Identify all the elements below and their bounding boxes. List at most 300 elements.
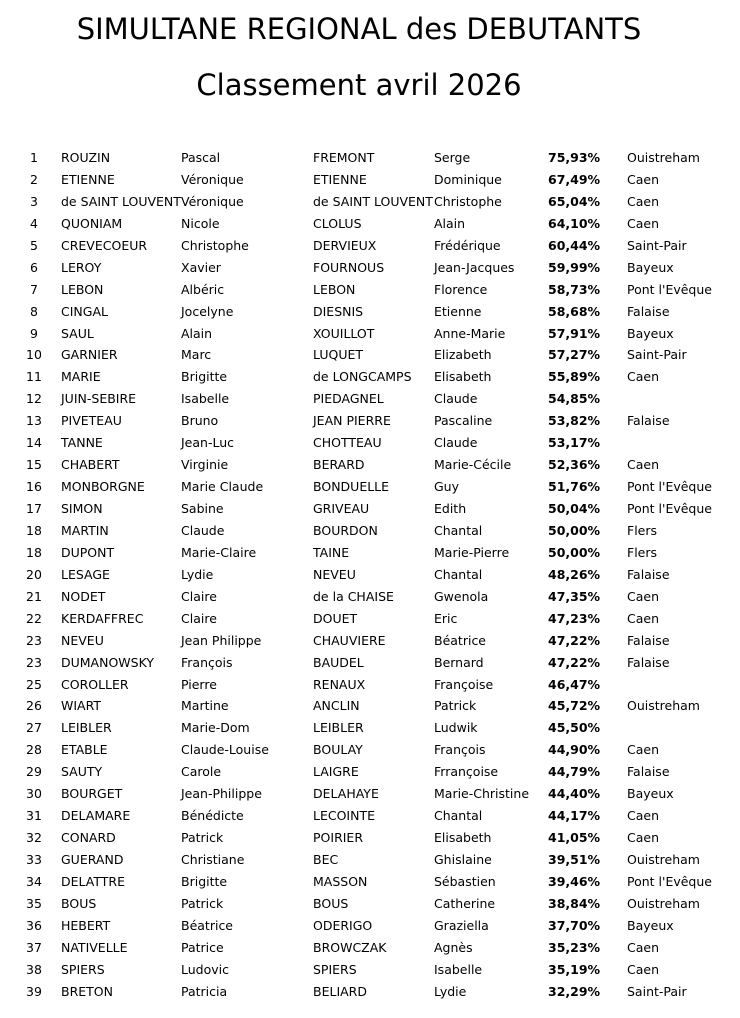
player1-last-name: NODET — [61, 588, 106, 604]
player1-first-name: Claude-Louise — [181, 742, 269, 758]
rank-cell: 29 — [26, 764, 42, 780]
player1-last-name: ROUZIN — [61, 150, 111, 165]
player2-last-name: LAIGRE — [313, 764, 359, 780]
player2-last-name: DIESNIS — [313, 303, 364, 319]
player2-first-name: Elisabeth — [434, 830, 492, 846]
player1-last-name: CREVECOEUR — [61, 237, 148, 253]
player2-last-name: BOUS — [313, 895, 349, 911]
score-cell: 44,17% — [548, 808, 601, 824]
player2-first-name: Lydie — [434, 983, 467, 999]
player1-last-name: NEVEU — [61, 632, 104, 648]
club-cell: Saint-Pair — [627, 983, 687, 999]
table-row — [0, 739, 740, 761]
player2-last-name: JEAN PIERRE — [313, 413, 391, 429]
score-cell: 47,22% — [548, 654, 601, 670]
rank-cell: 38 — [26, 961, 42, 977]
player2-last-name: de LONGCAMPS — [313, 369, 412, 385]
table-row — [0, 520, 740, 542]
player2-first-name: Sébastien — [434, 873, 496, 889]
player1-last-name: CHABERT — [61, 457, 120, 473]
player1-first-name: Marc — [181, 347, 212, 363]
table-row — [0, 827, 740, 849]
player1-last-name: GARNIER — [61, 347, 118, 363]
rank-cell: 6 — [30, 259, 38, 275]
player2-first-name: Bernard — [434, 654, 484, 670]
player1-last-name: de SAINT LOUVENT — [61, 193, 181, 209]
score-cell: 47,35% — [548, 588, 601, 604]
player1-last-name: PIVETEAU — [61, 413, 122, 429]
player1-last-name: CONARD — [61, 830, 116, 846]
player1-last-name: JUIN-SEBIRE — [61, 391, 137, 407]
table-row — [0, 235, 740, 257]
player2-last-name: LEIBLER — [313, 720, 364, 736]
player1-first-name: Jean Philippe — [181, 632, 262, 648]
table-row — [0, 410, 740, 432]
table-row — [0, 652, 740, 674]
player1-first-name: Jean-Luc — [181, 435, 235, 451]
player1-first-name: Ludovic — [181, 961, 229, 977]
player1-first-name: Claire — [181, 588, 217, 604]
player1-first-name: Marie Claude — [181, 479, 264, 495]
club-cell: Bayeux — [627, 786, 674, 802]
table-row — [0, 783, 740, 805]
player2-first-name: Béatrice — [434, 632, 487, 648]
player1-first-name: Véronique — [181, 193, 244, 209]
player1-first-name: Virginie — [181, 457, 229, 473]
score-cell: 47,23% — [548, 610, 601, 626]
player2-first-name: Elizabeth — [434, 347, 492, 363]
rank-cell: 23 — [26, 654, 42, 670]
player1-first-name: Pascal — [181, 150, 221, 165]
player1-first-name: Patrick — [181, 895, 224, 911]
club-cell: Caen — [627, 171, 660, 187]
player2-last-name: FOURNOUS — [313, 259, 385, 275]
ranking-table — [0, 147, 740, 1003]
player1-last-name: LEBON — [61, 281, 104, 297]
player2-first-name: Serge — [434, 150, 471, 165]
table-row — [0, 717, 740, 739]
player2-last-name: TAINE — [313, 544, 350, 560]
rank-cell: 9 — [30, 325, 38, 341]
player1-last-name: ETABLE — [61, 742, 108, 758]
player1-last-name: TANNE — [61, 435, 103, 451]
rank-cell: 2 — [30, 171, 38, 187]
player2-last-name: CHOTTEAU — [313, 435, 382, 451]
player1-last-name: BRETON — [61, 983, 113, 999]
score-cell: 48,26% — [548, 566, 601, 582]
player1-first-name: Brigitte — [181, 369, 228, 385]
club-cell: Caen — [627, 742, 660, 758]
table-row — [0, 915, 740, 937]
player1-first-name: Xavier — [181, 259, 221, 275]
score-cell: 53,17% — [548, 435, 601, 451]
player2-last-name: CHAUVIERE — [313, 632, 386, 648]
player2-first-name: Ludwik — [434, 720, 478, 736]
player2-first-name: François — [434, 742, 486, 758]
score-cell: 57,27% — [548, 347, 601, 363]
player1-first-name: Martine — [181, 698, 229, 714]
player1-last-name: SPIERS — [61, 961, 105, 977]
table-row — [0, 695, 740, 717]
player2-last-name: BAUDEL — [313, 654, 364, 670]
club-cell: Caen — [627, 939, 660, 955]
table-row — [0, 564, 740, 586]
player1-first-name: Jean-Philippe — [181, 786, 262, 802]
player1-first-name: François — [181, 654, 233, 670]
player2-first-name: Gwenola — [434, 588, 489, 604]
player2-first-name: Frrançoise — [434, 764, 499, 780]
player2-first-name: Chantal — [434, 808, 483, 824]
table-row — [0, 542, 740, 564]
player1-first-name: Bénédicte — [181, 808, 244, 824]
player2-last-name: FREMONT — [313, 150, 375, 165]
player1-first-name: Véronique — [181, 171, 244, 187]
score-cell: 50,04% — [548, 501, 601, 516]
player2-first-name: Florence — [434, 281, 488, 297]
score-cell: 35,19% — [548, 961, 601, 977]
player1-first-name: Marie-Claire — [181, 544, 257, 560]
player1-last-name: DUMANOWSKY — [61, 654, 154, 670]
table-row — [0, 937, 740, 959]
table-row — [0, 630, 740, 652]
table-row — [0, 981, 740, 1003]
player1-first-name: Pierre — [181, 676, 217, 692]
player2-last-name: DOUET — [313, 610, 358, 626]
player2-last-name: BROWCZAK — [313, 939, 387, 955]
rank-cell: 15 — [26, 457, 42, 473]
score-cell: 50,00% — [548, 544, 601, 560]
score-cell: 44,40% — [548, 786, 601, 802]
club-cell: Flers — [627, 522, 658, 538]
player2-last-name: MASSON — [313, 873, 368, 889]
document-title: SIMULTANE REGIONAL des DEBUTANTS — [76, 12, 642, 46]
player2-last-name: RENAUX — [313, 676, 366, 692]
player1-last-name: MONBORGNE — [61, 479, 145, 495]
player2-last-name: BERARD — [313, 457, 365, 473]
table-row — [0, 849, 740, 871]
club-cell: Ouistreham — [627, 150, 700, 165]
club-cell: Caen — [627, 610, 660, 626]
table-row — [0, 323, 740, 345]
rank-cell: 25 — [26, 676, 42, 692]
player1-last-name: MARIE — [61, 369, 101, 385]
player2-first-name: Eric — [434, 610, 458, 626]
player2-last-name: DELAHAYE — [313, 786, 379, 802]
player1-first-name: Patricia — [181, 983, 228, 999]
player2-first-name: Christophe — [434, 193, 502, 209]
player1-last-name: DELATTRE — [61, 873, 125, 889]
player2-last-name: BONDUELLE — [313, 479, 390, 495]
table-row — [0, 608, 740, 630]
player2-first-name: Graziella — [434, 917, 489, 933]
player1-last-name: SAUL — [61, 325, 94, 341]
score-cell: 60,44% — [548, 237, 601, 253]
table-row — [0, 169, 740, 191]
player1-last-name: ETIENNE — [61, 171, 115, 187]
club-cell: Flers — [627, 544, 658, 560]
player1-last-name: LEROY — [61, 259, 102, 275]
table-row — [0, 388, 740, 410]
player2-last-name: POIRIER — [313, 830, 364, 846]
score-cell: 52,36% — [548, 457, 601, 473]
rank-cell: 20 — [26, 566, 42, 582]
player2-last-name: ETIENNE — [313, 171, 367, 187]
score-cell: 45,72% — [548, 698, 601, 714]
rank-cell: 30 — [26, 786, 42, 802]
player2-first-name: Frédérique — [434, 237, 501, 253]
club-cell: Saint-Pair — [627, 237, 687, 253]
table-row — [0, 257, 740, 279]
player1-last-name: LESAGE — [61, 566, 110, 582]
player2-first-name: Anne-Marie — [434, 325, 506, 341]
player1-first-name: Sabine — [181, 501, 224, 516]
player2-last-name: PIEDAGNEL — [313, 391, 384, 407]
rank-cell: 18 — [26, 522, 42, 538]
rank-cell: 37 — [26, 939, 42, 955]
rank-cell: 14 — [26, 435, 42, 451]
club-cell: Falaise — [627, 566, 670, 582]
player2-first-name: Jean-Jacques — [434, 259, 515, 275]
player1-first-name: Patrice — [181, 939, 224, 955]
player2-last-name: BOULAY — [313, 742, 363, 758]
player2-last-name: de la CHAISE — [313, 588, 394, 604]
table-row — [0, 454, 740, 476]
score-cell: 50,00% — [548, 522, 601, 538]
player1-last-name: BOUS — [61, 895, 97, 911]
rank-cell: 35 — [26, 895, 42, 911]
player1-last-name: LEIBLER — [61, 720, 112, 736]
player1-last-name: SIMON — [61, 501, 103, 516]
score-cell: 46,47% — [548, 676, 601, 692]
rank-cell: 26 — [26, 698, 42, 714]
player2-first-name: Chantal — [434, 522, 483, 538]
club-cell: Caen — [627, 215, 660, 231]
player1-last-name: DUPONT — [61, 544, 115, 560]
score-cell: 35,23% — [548, 939, 601, 955]
player1-first-name: Claire — [181, 610, 217, 626]
rank-cell: 7 — [30, 281, 38, 297]
club-cell: Caen — [627, 808, 660, 824]
club-cell: Caen — [627, 457, 660, 473]
player1-last-name: BOURGET — [61, 786, 123, 802]
rank-cell: 34 — [26, 873, 42, 889]
player2-first-name: Elisabeth — [434, 369, 492, 385]
table-row — [0, 301, 740, 323]
player2-first-name: Dominique — [434, 171, 502, 187]
player2-first-name: Edith — [434, 501, 467, 516]
player2-last-name: BELIARD — [313, 983, 367, 999]
player1-last-name: HEBERT — [61, 917, 111, 933]
player1-last-name: SAUTY — [61, 764, 103, 780]
player2-last-name: SPIERS — [313, 961, 357, 977]
player2-last-name: XOUILLOT — [313, 325, 375, 341]
score-cell: 51,76% — [548, 479, 601, 495]
player1-last-name: KERDAFFREC — [61, 610, 144, 626]
score-cell: 44,90% — [548, 742, 601, 758]
player2-last-name: ANCLIN — [313, 698, 360, 714]
score-cell: 45,50% — [548, 720, 601, 736]
club-cell: Caen — [627, 830, 660, 846]
score-cell: 57,91% — [548, 325, 601, 341]
player2-first-name: Marie-Cécile — [434, 457, 512, 473]
club-cell: Ouistreham — [627, 895, 700, 911]
score-cell: 58,73% — [548, 281, 601, 297]
player2-first-name: Pascaline — [434, 413, 493, 429]
rank-cell: 28 — [26, 742, 42, 758]
player1-first-name: Christiane — [181, 852, 245, 867]
player2-last-name: LEBON — [313, 281, 356, 297]
player2-last-name: LUQUET — [313, 347, 364, 363]
table-row — [0, 279, 740, 301]
table-row — [0, 191, 740, 213]
rank-cell: 13 — [26, 413, 42, 429]
player2-last-name: NEVEU — [313, 566, 356, 582]
score-cell: 53,82% — [548, 413, 601, 429]
player2-first-name: Marie-Christine — [434, 786, 530, 802]
player1-first-name: Bruno — [181, 413, 219, 429]
player2-first-name: Ghislaine — [434, 852, 492, 867]
player1-last-name: CINGAL — [61, 303, 108, 319]
score-cell: 65,04% — [548, 193, 601, 209]
rank-cell: 5 — [30, 237, 38, 253]
player1-first-name: Nicole — [181, 215, 220, 231]
player2-first-name: Marie-Pierre — [434, 544, 510, 560]
club-cell: Ouistreham — [627, 852, 700, 867]
club-cell: Bayeux — [627, 917, 674, 933]
club-cell: Bayeux — [627, 325, 674, 341]
player2-first-name: Chantal — [434, 566, 483, 582]
player1-first-name: Patrick — [181, 830, 224, 846]
player2-last-name: LECOINTE — [313, 808, 375, 824]
table-row — [0, 147, 740, 169]
player1-last-name: WIART — [61, 698, 102, 714]
player2-last-name: de SAINT LOUVENT — [313, 193, 433, 209]
table-row — [0, 761, 740, 783]
player2-last-name: BEC — [313, 852, 339, 867]
table-row — [0, 344, 740, 366]
player1-first-name: Carole — [181, 764, 222, 780]
player2-last-name: DERVIEUX — [313, 237, 377, 253]
table-row — [0, 959, 740, 981]
table-row — [0, 805, 740, 827]
club-cell: Falaise — [627, 632, 670, 648]
player1-first-name: Béatrice — [181, 917, 234, 933]
rank-cell: 21 — [26, 588, 42, 604]
score-cell: 39,46% — [548, 873, 601, 889]
rank-cell: 39 — [26, 983, 42, 999]
player2-first-name: Catherine — [434, 895, 496, 911]
rank-cell: 17 — [26, 501, 42, 516]
player1-first-name: Marie-Dom — [181, 720, 250, 736]
document-subtitle: Classement avril 2026 — [196, 68, 522, 102]
club-cell: Caen — [627, 961, 660, 977]
rank-cell: 8 — [30, 303, 38, 319]
score-cell: 75,93% — [548, 150, 601, 165]
score-cell: 38,84% — [548, 895, 601, 911]
player2-last-name: BOURDON — [313, 522, 378, 538]
score-cell: 64,10% — [548, 215, 601, 231]
table-row — [0, 366, 740, 388]
table-row — [0, 674, 740, 696]
player1-first-name: Alain — [181, 325, 213, 341]
player2-first-name: Patrick — [434, 698, 477, 714]
player2-last-name: ODERIGO — [313, 917, 373, 933]
club-cell: Caen — [627, 193, 660, 209]
rank-cell: 33 — [26, 852, 42, 867]
rank-cell: 27 — [26, 720, 42, 736]
score-cell: 54,85% — [548, 391, 601, 407]
player2-first-name: Claude — [434, 435, 478, 451]
club-cell: Caen — [627, 588, 660, 604]
score-cell: 44,79% — [548, 764, 601, 780]
player1-last-name: NATIVELLE — [61, 939, 128, 955]
club-cell: Falaise — [627, 303, 670, 319]
player1-last-name: GUERAND — [61, 852, 124, 867]
score-cell: 59,99% — [548, 259, 601, 275]
player1-first-name: Christophe — [181, 237, 249, 253]
player1-first-name: Jocelyne — [181, 303, 234, 319]
player1-last-name: MARTIN — [61, 522, 109, 538]
player1-last-name: QUONIAM — [61, 215, 123, 231]
player2-first-name: Etienne — [434, 303, 482, 319]
rank-cell: 31 — [26, 808, 42, 824]
rank-cell: 23 — [26, 632, 42, 648]
player1-first-name: Isabelle — [181, 391, 230, 407]
rank-cell: 36 — [26, 917, 42, 933]
score-cell: 55,89% — [548, 369, 601, 385]
player2-first-name: Guy — [434, 479, 460, 495]
player1-last-name: COROLLER — [61, 676, 129, 692]
score-cell: 47,22% — [548, 632, 601, 648]
club-cell: Pont l'Evêque — [627, 501, 712, 516]
club-cell: Falaise — [627, 413, 670, 429]
score-cell: 37,70% — [548, 917, 601, 933]
rank-cell: 1 — [30, 150, 38, 165]
player1-first-name: Brigitte — [181, 873, 228, 889]
player1-last-name: DELAMARE — [61, 808, 131, 824]
player2-first-name: Isabelle — [434, 961, 483, 977]
club-cell: Falaise — [627, 764, 670, 780]
table-row — [0, 213, 740, 235]
club-cell: Pont l'Evêque — [627, 479, 712, 495]
rank-cell: 18 — [26, 544, 42, 560]
player1-first-name: Claude — [181, 522, 225, 538]
player1-first-name: Lydie — [181, 566, 214, 582]
club-cell: Bayeux — [627, 259, 674, 275]
rank-cell: 32 — [26, 830, 42, 846]
table-row — [0, 476, 740, 498]
score-cell: 67,49% — [548, 171, 601, 187]
player2-last-name: GRIVEAU — [313, 501, 370, 516]
club-cell: Saint-Pair — [627, 347, 687, 363]
rank-cell: 10 — [26, 347, 42, 363]
player2-first-name: Alain — [434, 215, 466, 231]
club-cell: Pont l'Evêque — [627, 873, 712, 889]
club-cell: Pont l'Evêque — [627, 281, 712, 297]
table-row — [0, 871, 740, 893]
score-cell: 32,29% — [548, 983, 601, 999]
table-row — [0, 893, 740, 915]
player1-first-name: Albéric — [181, 281, 225, 297]
table-row — [0, 586, 740, 608]
score-cell: 41,05% — [548, 830, 601, 846]
rank-cell: 11 — [26, 369, 42, 385]
score-cell: 58,68% — [548, 303, 601, 319]
player2-first-name: Agnès — [434, 939, 473, 955]
score-cell: 39,51% — [548, 852, 601, 867]
rank-cell: 16 — [26, 479, 42, 495]
rank-cell: 22 — [26, 610, 42, 626]
